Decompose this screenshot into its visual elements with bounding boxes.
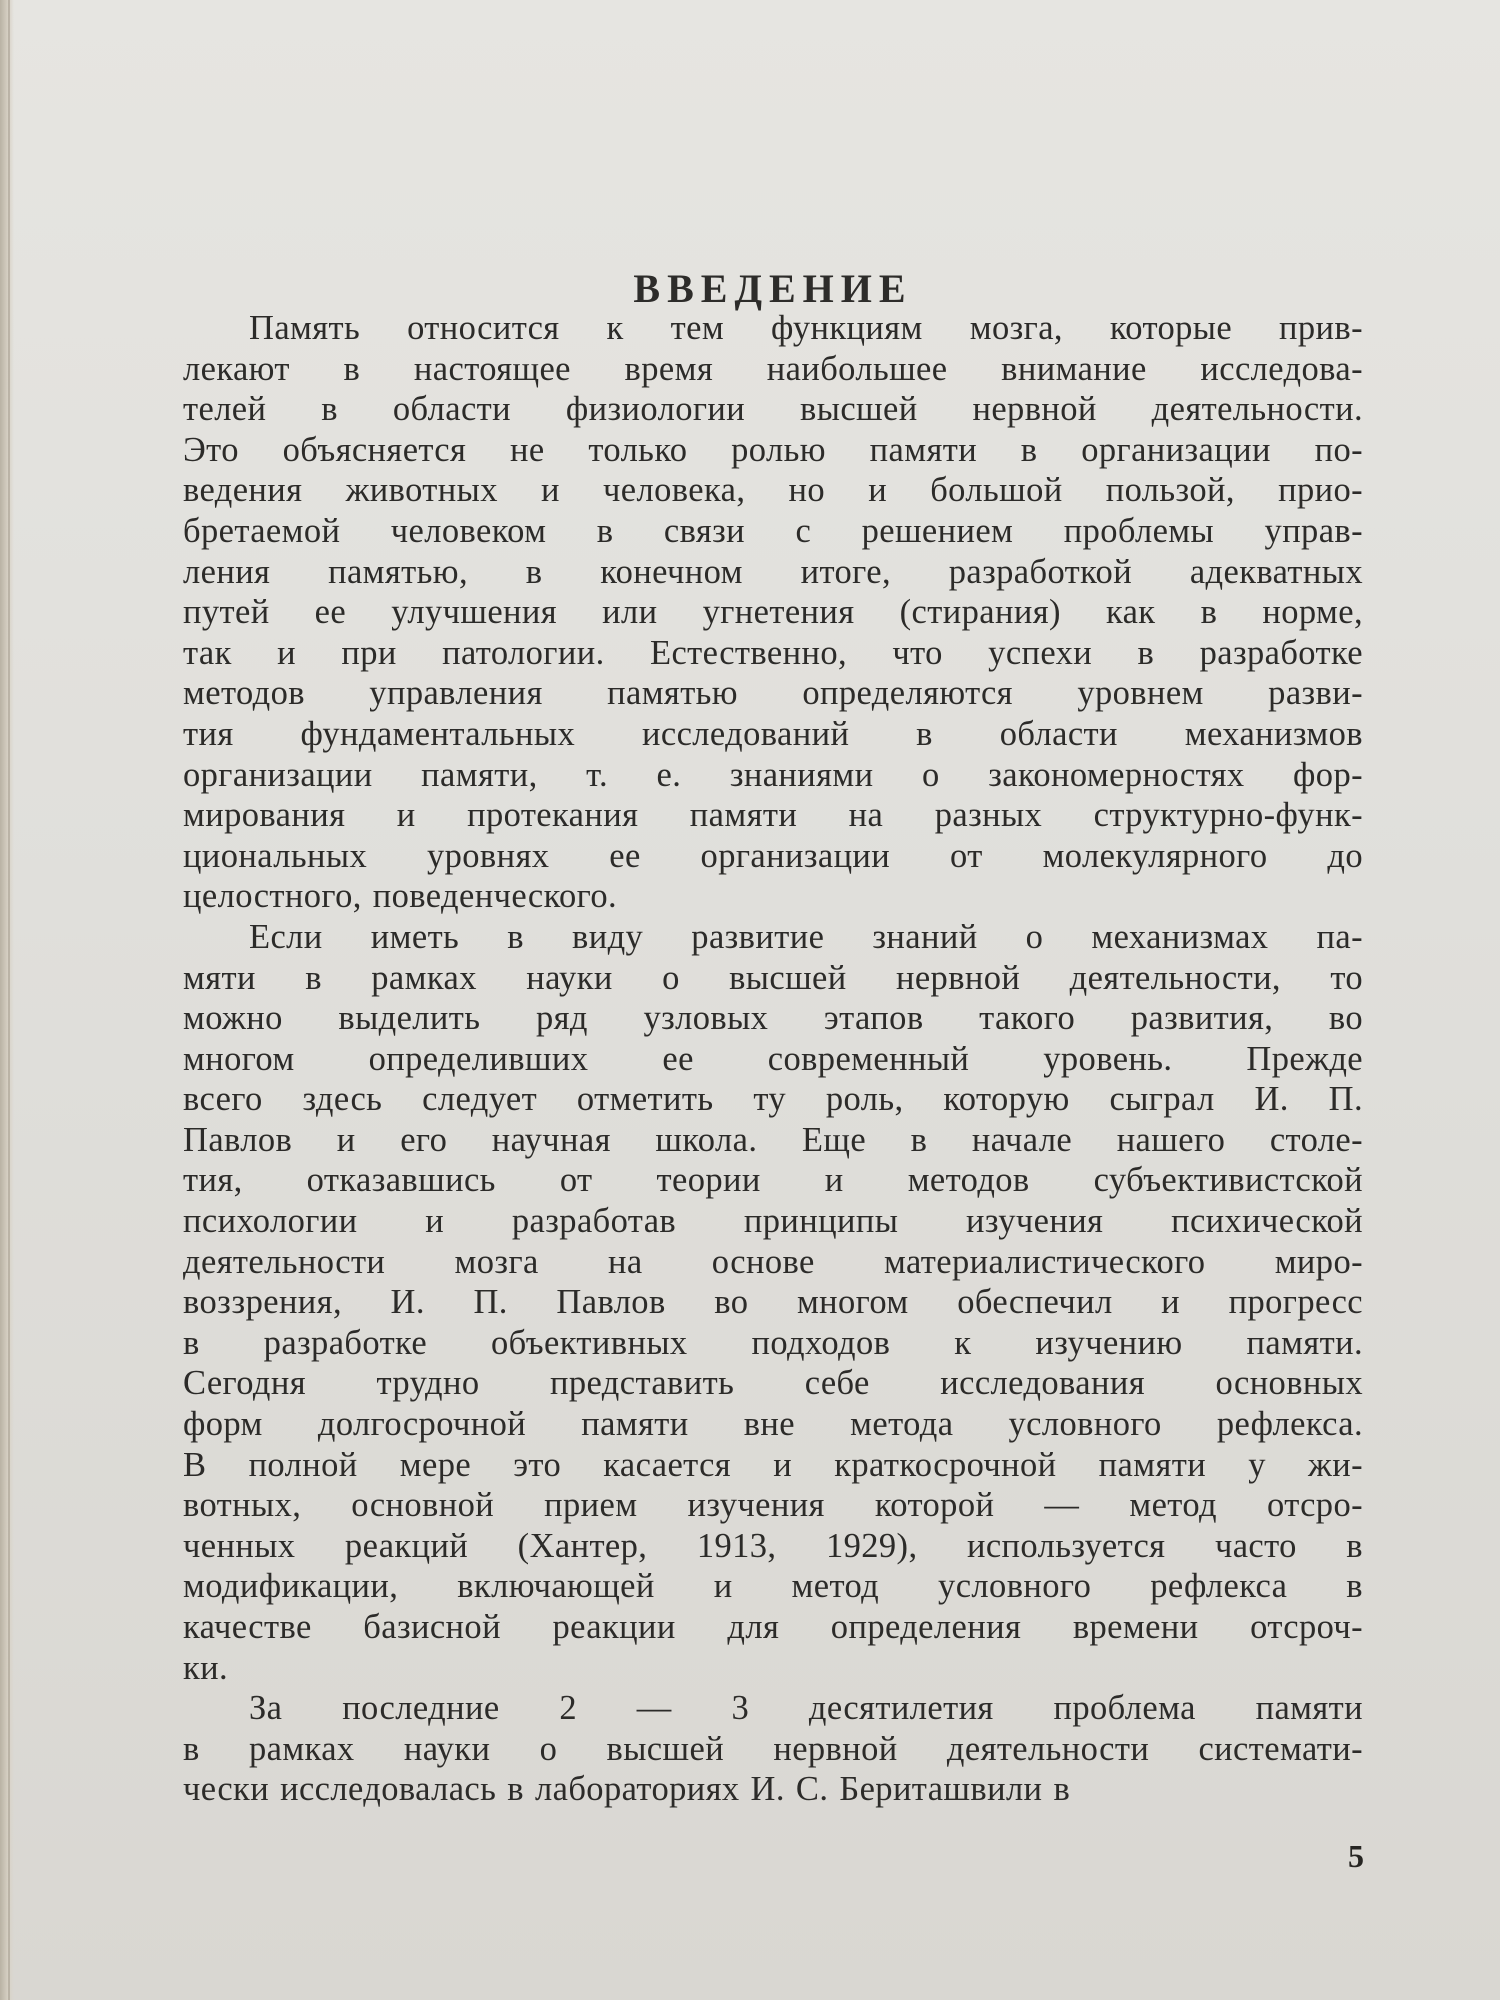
- paragraph-3: [183, 1688, 1363, 1810]
- text-line: тия фундаментальных исследований в области механизмов: [183, 714, 1363, 753]
- text-line: циональных уровнях ее организации от молекулярного до: [183, 836, 1363, 875]
- text-line: мяти в рамках науки о высшей нервной деятельности, то: [183, 958, 1363, 997]
- text-line: многом определивших ее современный уровень. Прежде: [183, 1039, 1363, 1078]
- text-line: ления памятью, в конечном итоге, разработкой адекватных: [183, 552, 1363, 591]
- text-line: качестве базисной реакции для определения времени отсроч-: [183, 1608, 1363, 1646]
- text-line: ведения животных и человека, но и большой пользой, прио-: [183, 471, 1363, 510]
- text-line: В полной мере это касается и краткосрочной памяти у жи-: [183, 1445, 1363, 1484]
- paragraph-2: [183, 917, 1363, 1688]
- page-number: 5: [1348, 1838, 1364, 1874]
- page-binding-edge: [0, 0, 14, 2000]
- text-line: форм долгосрочной памяти вне метода условного рефлекса.: [183, 1405, 1363, 1444]
- text-line: всего здесь следует отметить ту роль, которую сыграл И. П.: [183, 1080, 1363, 1119]
- text-line: За последние 2 — 3 десятилетия проблема памяти: [249, 1689, 1363, 1728]
- text-line: лекают в настоящее время наибольшее внимание исследова-: [183, 349, 1363, 388]
- page-binding-shadow: [8, 0, 10, 2000]
- text-line: целостного, поведенческого.: [183, 877, 618, 916]
- paragraph-1: [183, 308, 1363, 917]
- text-line: вотных, основной прием изучения которой — метод отсро-: [183, 1486, 1363, 1525]
- text-line: ки.: [183, 1648, 229, 1687]
- text-line: Это объясняется не только ролью памяти в организации по-: [183, 430, 1363, 469]
- text-line: можно выделить ряд узловых этапов такого развития, во: [183, 999, 1363, 1038]
- text-line: так и при патологии. Естественно, что успехи в разработке: [183, 633, 1363, 672]
- chapter-heading: ВВЕДЕНИЕ: [633, 265, 913, 311]
- text-line: Сегодня трудно представить себе исследования основных: [183, 1364, 1363, 1403]
- text-line: путей ее улучшения или угнетения (стирания) как в норме,: [183, 593, 1363, 632]
- text-line: организации памяти, т. е. знаниями о закономерностях фор-: [183, 755, 1363, 794]
- text-line: мирования и протекания памяти на разных структурно-функ-: [183, 796, 1363, 835]
- text-line: Если иметь в виду развитие знаний о механизмах па-: [249, 917, 1363, 956]
- text-line: методов управления памятью определяются уровнем разви-: [183, 674, 1363, 713]
- text-line: деятельности мозга на основе материалистического миро-: [183, 1242, 1363, 1281]
- text-line: бретаемой человеком в связи с решением проблемы управ-: [183, 511, 1363, 550]
- text-line: модификации, включающей и метод условного рефлекса в: [183, 1567, 1363, 1606]
- text-line: Память относится к тем функциям мозга, которые прив-: [249, 309, 1363, 347]
- text-line: тия, отказавшись от теории и методов субъективистской: [183, 1161, 1363, 1200]
- body-text: [183, 308, 1363, 1810]
- text-line: телей в области физиологии высшей нервной деятельности.: [183, 390, 1363, 429]
- text-line: воззрения, И. П. Павлов во многом обеспечил и прогресс: [183, 1283, 1363, 1322]
- text-line: чески исследовалась в лабораториях И. С. Бериташвили в: [183, 1770, 1071, 1809]
- text-line: Павлов и его научная школа. Еще в начале нашего столе-: [183, 1120, 1363, 1159]
- text-line: психологии и разработав принципы изучения психической: [183, 1202, 1363, 1241]
- text-line: ченных реакций (Хантер, 1913, 1929), используется часто в: [183, 1526, 1363, 1565]
- text-line: в разработке объективных подходов к изучению памяти.: [183, 1323, 1363, 1362]
- text-line: в рамках науки о высшей нервной деятельности системати-: [183, 1729, 1363, 1768]
